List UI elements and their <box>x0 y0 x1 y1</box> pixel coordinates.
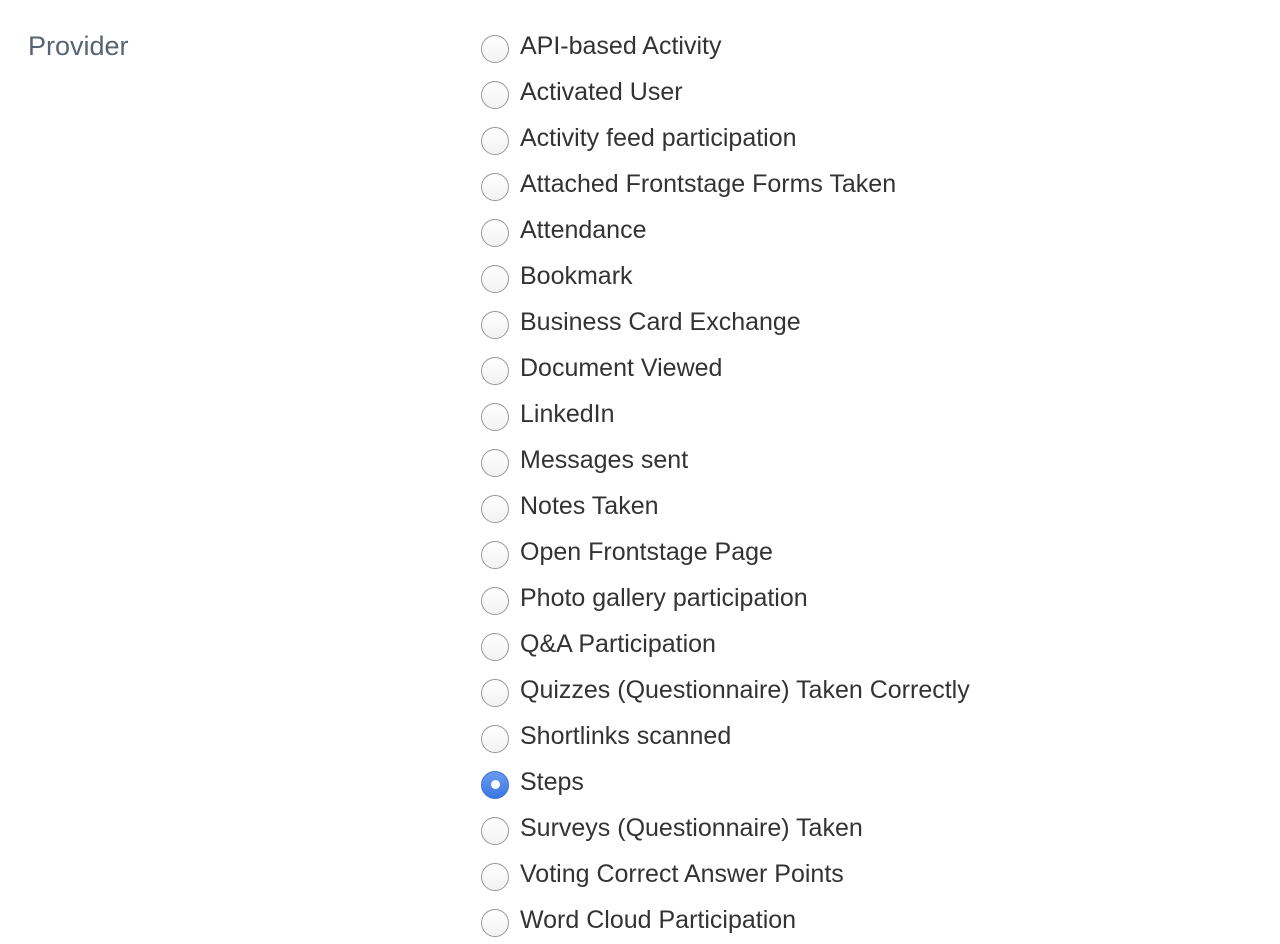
radio-option-label[interactable]: Attendance <box>520 216 647 244</box>
radio-option-bookmark[interactable] <box>481 253 970 299</box>
radio-option-label[interactable]: Q&A Participation <box>520 630 716 658</box>
radio-option-quizzes-questionnaire-taken-correctly[interactable] <box>481 667 970 713</box>
radio-option-label[interactable]: LinkedIn <box>520 400 615 428</box>
radio-option-attendance[interactable] <box>481 207 970 253</box>
radio-option-label[interactable]: Voting Correct Answer Points <box>520 860 844 888</box>
radio-option-label[interactable]: Quizzes (Questionnaire) Taken Correctly <box>520 676 970 704</box>
radio-option-label[interactable]: Activated User <box>520 78 683 106</box>
radio-option-label[interactable]: Attached Frontstage Forms Taken <box>520 170 897 198</box>
radio-option-api-based-activity[interactable] <box>481 23 970 69</box>
radio-button[interactable] <box>481 35 509 63</box>
radio-button[interactable] <box>481 81 509 109</box>
radio-option-label[interactable]: Word Cloud Participation <box>520 906 797 934</box>
radio-button[interactable] <box>481 311 509 339</box>
radio-button[interactable] <box>481 265 509 293</box>
radio-button[interactable] <box>481 817 509 845</box>
radio-option-shortlinks-scanned[interactable] <box>481 713 970 759</box>
radio-option-label[interactable]: API-based Activity <box>520 32 722 60</box>
radio-option-label[interactable]: Surveys (Questionnaire) Taken <box>520 814 863 842</box>
radio-option-label[interactable]: Messages sent <box>520 446 689 474</box>
radio-option-word-cloud-participation[interactable] <box>481 897 970 943</box>
radio-button[interactable] <box>481 725 509 753</box>
radio-button[interactable] <box>481 127 509 155</box>
radio-option-label[interactable]: Business Card Exchange <box>520 308 801 336</box>
radio-option-messages-sent[interactable] <box>481 437 970 483</box>
radio-button[interactable] <box>481 495 509 523</box>
radio-option-label[interactable]: Document Viewed <box>520 354 723 382</box>
radio-button[interactable] <box>481 219 509 247</box>
radio-option-label[interactable]: Shortlinks scanned <box>520 722 732 750</box>
radio-option-surveys-questionnaire-taken[interactable] <box>481 805 970 851</box>
radio-button[interactable] <box>481 357 509 385</box>
radio-option-label[interactable]: Open Frontstage Page <box>520 538 773 566</box>
radio-option-activated-user[interactable] <box>481 69 970 115</box>
radio-option-label[interactable]: Steps <box>520 768 584 796</box>
radio-button[interactable] <box>481 909 509 937</box>
radio-button[interactable] <box>481 403 509 431</box>
radio-option-label[interactable]: Photo gallery participation <box>520 584 808 612</box>
radio-option-label[interactable]: Notes Taken <box>520 492 659 520</box>
radio-option-label[interactable]: Activity feed participation <box>520 124 797 152</box>
radio-option-photo-gallery-participation[interactable] <box>481 575 970 621</box>
radio-button[interactable] <box>481 679 509 707</box>
radio-button[interactable] <box>481 173 509 201</box>
radio-button[interactable] <box>481 449 509 477</box>
radio-option-label[interactable]: Bookmark <box>520 262 633 290</box>
radio-button[interactable] <box>481 863 509 891</box>
radio-option-linkedin[interactable] <box>481 391 970 437</box>
radio-option-notes-taken[interactable] <box>481 483 970 529</box>
radio-button[interactable] <box>481 633 509 661</box>
radio-option-business-card-exchange[interactable] <box>481 299 970 345</box>
radio-option-voting-correct-answer-points[interactable] <box>481 851 970 897</box>
provider-radio-group <box>481 23 970 943</box>
provider-label: Provider <box>28 31 129 61</box>
radio-option-attached-frontstage-forms-taken[interactable] <box>481 161 970 207</box>
radio-option-activity-feed-participation[interactable] <box>481 115 970 161</box>
radio-option-document-viewed[interactable] <box>481 345 970 391</box>
radio-option-steps[interactable] <box>481 759 970 805</box>
radio-button[interactable] <box>481 541 509 569</box>
radio-option-q-a-participation[interactable] <box>481 621 970 667</box>
radio-option-open-frontstage-page[interactable] <box>481 529 970 575</box>
radio-button-checked[interactable] <box>481 771 509 799</box>
radio-button[interactable] <box>481 587 509 615</box>
